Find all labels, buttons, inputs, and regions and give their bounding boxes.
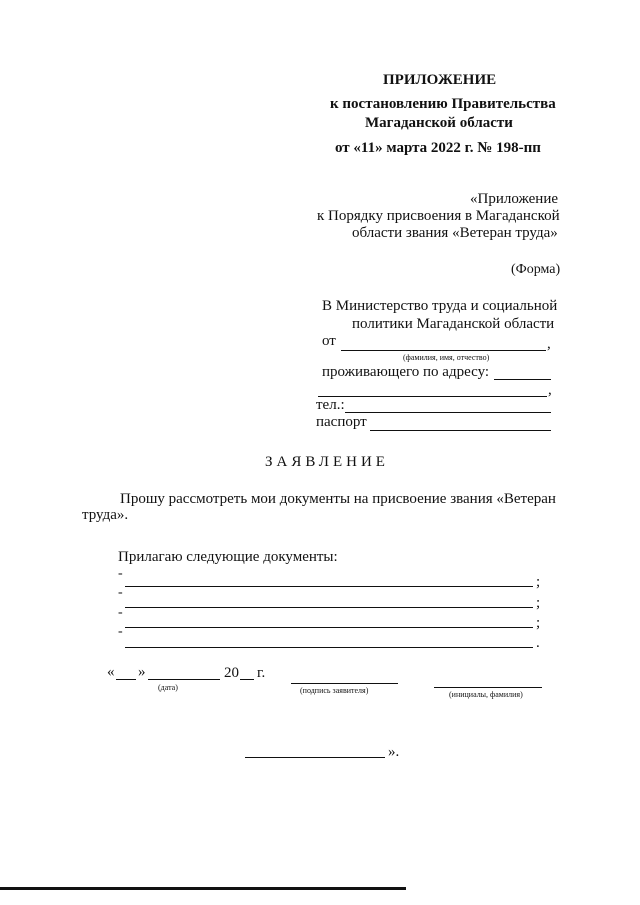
passport-label: паспорт xyxy=(316,414,367,430)
residing-label: проживающего по адресу: xyxy=(322,364,490,380)
request-text-line-2: труда». xyxy=(82,507,129,523)
attachment-dash-4: - xyxy=(118,624,123,639)
initials-field[interactable] xyxy=(434,687,542,688)
scan-bottom-border xyxy=(0,887,406,890)
year-prefix: 20 xyxy=(224,665,239,681)
attachment-dash-2: - xyxy=(118,585,123,600)
signature-hint: (подпись заявителя) xyxy=(300,686,369,695)
decree-reference: к постановлению Правительства xyxy=(330,96,556,112)
date-year-field[interactable] xyxy=(240,679,254,680)
from-name-field[interactable] xyxy=(341,350,546,351)
closing-mark: ». xyxy=(388,744,400,760)
annex-title-name: области звания «Ветеран труда» xyxy=(352,225,558,241)
annex-title: «Приложение xyxy=(470,191,559,207)
signature-field[interactable] xyxy=(291,683,398,684)
initials-hint: (инициалы, фамилия) xyxy=(449,690,523,699)
date-month-field[interactable] xyxy=(148,679,220,680)
attachment-field-1[interactable] xyxy=(125,586,533,587)
annex-procedure: к Порядку присвоения в Магаданской xyxy=(317,208,560,224)
attachment-field-3[interactable] xyxy=(125,627,533,628)
attachment-end-3: ; xyxy=(536,615,541,631)
tel-field[interactable] xyxy=(345,412,551,413)
tel-label: тел.: xyxy=(316,397,345,413)
attachments-label: Прилагаю следующие документы: xyxy=(118,549,338,565)
from-label: от xyxy=(322,333,336,349)
attachment-end-1: ; xyxy=(536,574,541,590)
address-field-end: , xyxy=(548,382,552,398)
document-title: ЗАЯВЛЕНИЕ xyxy=(265,454,389,470)
date-open-quote: « xyxy=(107,664,115,680)
attachment-field-2[interactable] xyxy=(125,607,533,608)
date-close-quote: » xyxy=(138,664,146,680)
fio-hint: (фамилия, имя, отчество) xyxy=(403,353,490,362)
attachment-end-2: ; xyxy=(536,595,541,611)
attachment-end-4: . xyxy=(536,635,540,651)
appendix-title: ПРИЛОЖЕНИЕ xyxy=(383,72,497,88)
region-name: Магаданской области xyxy=(365,115,513,131)
decree-date-number: от «11» марта 2022 г. № 198-пп xyxy=(335,140,541,156)
address-field-1[interactable] xyxy=(494,379,551,380)
from-field-end: , xyxy=(547,336,551,352)
addressee-line-2: политики Магаданской области xyxy=(352,316,555,332)
addressee-line-1: В Министерство труда и социальной xyxy=(322,298,558,314)
closing-line xyxy=(245,757,385,758)
year-suffix: г. xyxy=(257,665,266,681)
address-field-2[interactable] xyxy=(318,396,547,397)
request-text-line-1: Прошу рассмотреть мои документы на присвоение звания «Ветеран xyxy=(120,491,556,507)
attachment-dash-1: - xyxy=(118,566,123,581)
date-hint: (дата) xyxy=(158,683,178,692)
passport-field[interactable] xyxy=(370,430,551,431)
date-day-field[interactable] xyxy=(116,679,136,680)
form-label: (Форма) xyxy=(511,262,561,277)
attachment-field-4[interactable] xyxy=(125,647,533,648)
attachment-dash-3: - xyxy=(118,605,123,620)
